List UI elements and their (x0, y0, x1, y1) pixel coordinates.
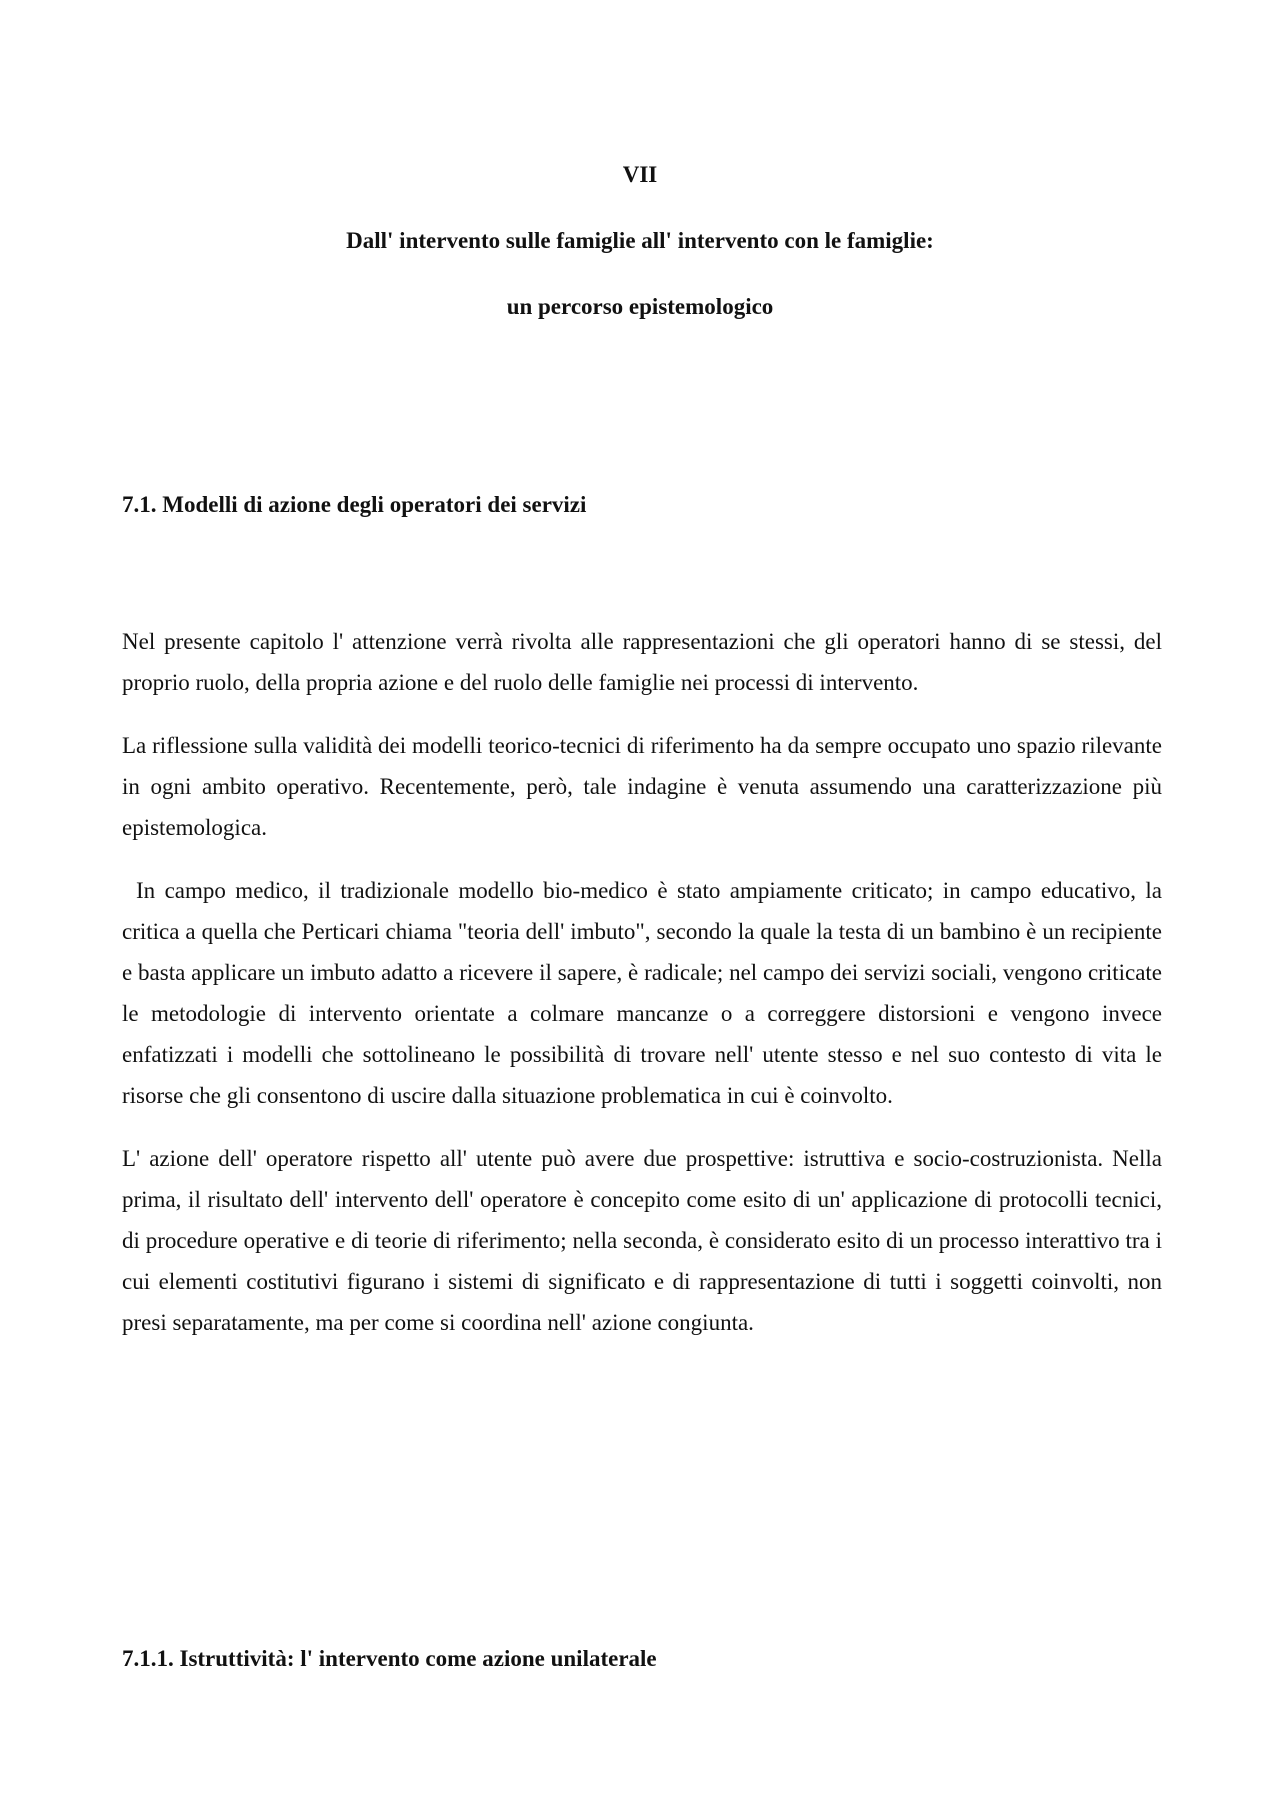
paragraph: In campo medico, il tradizionale modello bio-medico è stato ampiamente criticato; in campo educativo, la critica a quella che Perticari chiama "teoria dell' imbuto", secondo la quale la testa di un bambino è un recipiente e basta applicare un imbuto adatto a ricevere il sapere, è radicale; nel campo dei servizi sociali, vengono criticate le metodologie di intervento orientate a colmare mancanze o a correggere distorsioni e vengono invece enfatizzati i modelli che sottolineano le possibilità di trovare nell' utente stesso e nel suo contesto di vita le risorse che gli consentono di uscire dalla situazione problematica in cui è coinvolto. (122, 878, 1162, 1108)
chapter-title: Dall' intervento sulle famiglie all' intervento con le famiglie: (346, 228, 934, 253)
paragraph: L' azione dell' operatore rispetto all' utente può avere due prospettive: istruttiva e socio-costruzionista. Nella prima, il risultato dell' intervento dell' operatore è concepito come esito di un' applicazione di protocolli tecnici, di procedure operative e di teorie di riferimento; nella seconda, è considerato esito di un processo interattivo tra i cui elementi costitutivi figurano i sistemi di significato e di rappresentazione di tutti i soggetti coinvolti, non presi separatamente, ma per come si coordina nell' azione congiunta. (122, 1146, 1162, 1335)
section-heading: 7.1. Modelli di azione degli operatori dei servizi (122, 492, 587, 517)
paragraph: La riflessione sulla validità dei modelli teorico-tecnici di riferimento ha da sempre occupato uno spazio rilevante in ogni ambito operativo. Recentemente, però, tale indagine è venuta assumendo una caratterizzazione più epistemologica. (122, 733, 1162, 840)
subsection-heading: 7.1.1. Istruttività: l' intervento come azione unilaterale (122, 1646, 657, 1671)
body-text (122, 621, 1162, 1365)
paragraph: Nel presente capitolo l' attenzione verrà rivolta alle rappresentazioni che gli operatori hanno di se stessi, del proprio ruolo, della propria azione e del ruolo delle famiglie nei processi di intervento. (122, 629, 1162, 695)
chapter-subtitle: un percorso epistemologico (506, 294, 774, 319)
chapter-number: VII (622, 162, 658, 187)
